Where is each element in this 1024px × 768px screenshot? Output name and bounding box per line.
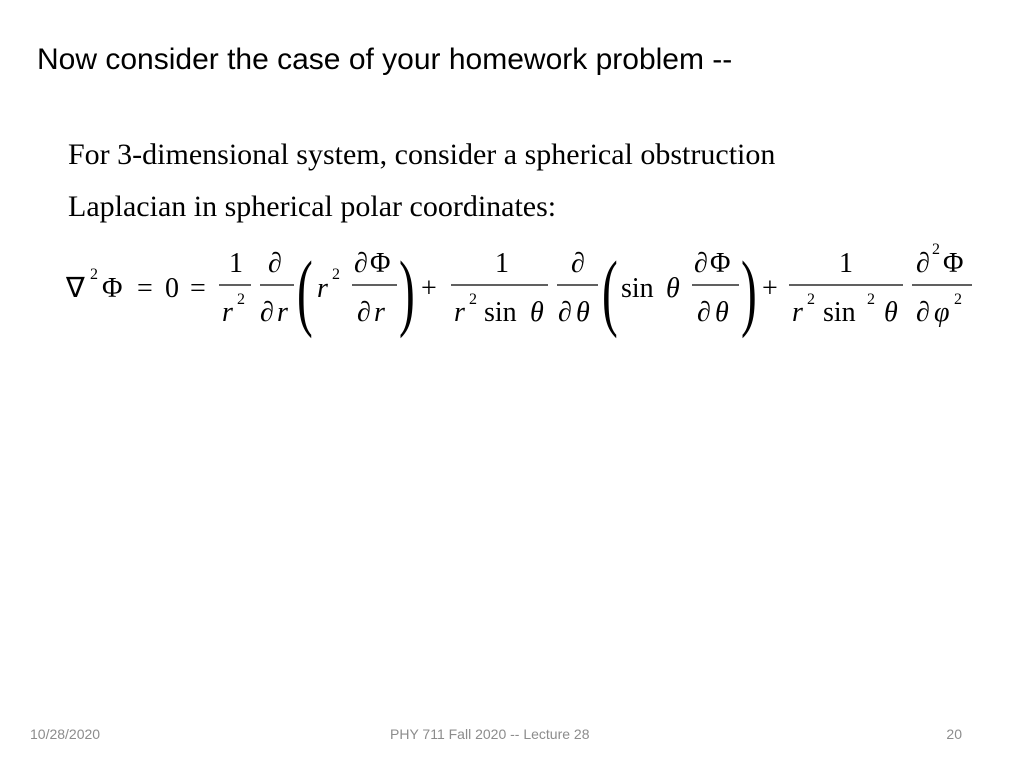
t3-den-r: r	[792, 297, 803, 328]
t2-den-r-sup: 2	[469, 291, 477, 308]
t1-den-r: r	[222, 297, 233, 328]
t3-den-sin-sup: 2	[867, 291, 875, 308]
t3-den-varphi-sup: 2	[954, 291, 962, 308]
t1-num-one: 1	[229, 248, 243, 279]
slide-title: Now consider the case of your homework problem --	[37, 43, 733, 76]
eq-nabla-sup: 2	[90, 266, 98, 283]
t3-num-phi: Φ	[943, 248, 964, 279]
t1-inner-r: r	[317, 273, 328, 304]
t1-partial-den-r: r	[277, 297, 288, 328]
eq-equals-1: =	[137, 273, 153, 304]
t2-partial-num: ∂	[571, 248, 585, 279]
t2-num-one: 1	[495, 248, 509, 279]
t1-lparen: (	[297, 244, 313, 340]
t1-dphi-partial: ∂	[354, 248, 368, 279]
t2-dphi-phi: Φ	[710, 248, 731, 279]
t2-den-theta: θ	[530, 297, 544, 328]
t3-num-partial-sup: 2	[932, 241, 940, 258]
t2-partial-den: ∂	[558, 297, 572, 328]
t2-lparen: (	[602, 244, 618, 340]
t1-dr-r: r	[374, 297, 385, 328]
t3-den-partial: ∂	[916, 297, 930, 328]
t1-rparen: )	[399, 244, 415, 340]
t1-partial-den: ∂	[260, 297, 274, 328]
eq-phi-lhs: Φ	[102, 273, 123, 304]
t1-partial-num: ∂	[268, 248, 282, 279]
t3-den-sin: sin	[823, 297, 856, 328]
t2-dtheta-partial: ∂	[697, 297, 711, 328]
eq-equals-2: =	[190, 273, 206, 304]
footer-page-number: 20	[946, 726, 962, 742]
body-text-line-2: Laplacian in spherical polar coordinates:	[68, 190, 557, 223]
t3-num-partial: ∂	[916, 248, 930, 279]
t2-den-sin: sin	[484, 297, 517, 328]
t2-partial-den-theta: θ	[576, 297, 590, 328]
t2-rparen: )	[741, 244, 757, 340]
eq-plus-1: +	[421, 273, 437, 304]
body-text-line-1: For 3-dimensional system, consider a spherical obstruction	[68, 138, 776, 171]
eq-zero: 0	[165, 273, 179, 304]
t3-num-one: 1	[839, 248, 853, 279]
t3-den-r-sup: 2	[807, 291, 815, 308]
t2-inner-theta: θ	[666, 273, 680, 304]
t1-den-sup: 2	[237, 291, 245, 308]
t2-den-r: r	[454, 297, 465, 328]
t2-inner-sin: sin	[621, 273, 654, 304]
t1-dr-partial: ∂	[357, 297, 371, 328]
t3-den-theta: θ	[884, 297, 898, 328]
eq-nabla: ∇	[66, 273, 85, 304]
t2-dtheta-theta: θ	[715, 297, 729, 328]
t2-dphi-partial: ∂	[694, 248, 708, 279]
t1-inner-r-sup: 2	[332, 266, 340, 283]
t1-dphi-phi: Φ	[370, 248, 391, 279]
eq-plus-2: +	[762, 273, 778, 304]
t3-den-varphi: φ	[934, 297, 950, 328]
footer-date: 10/28/2020	[30, 726, 101, 742]
footer-course-title: PHY 711 Fall 2020 -- Lecture 28	[390, 726, 590, 742]
